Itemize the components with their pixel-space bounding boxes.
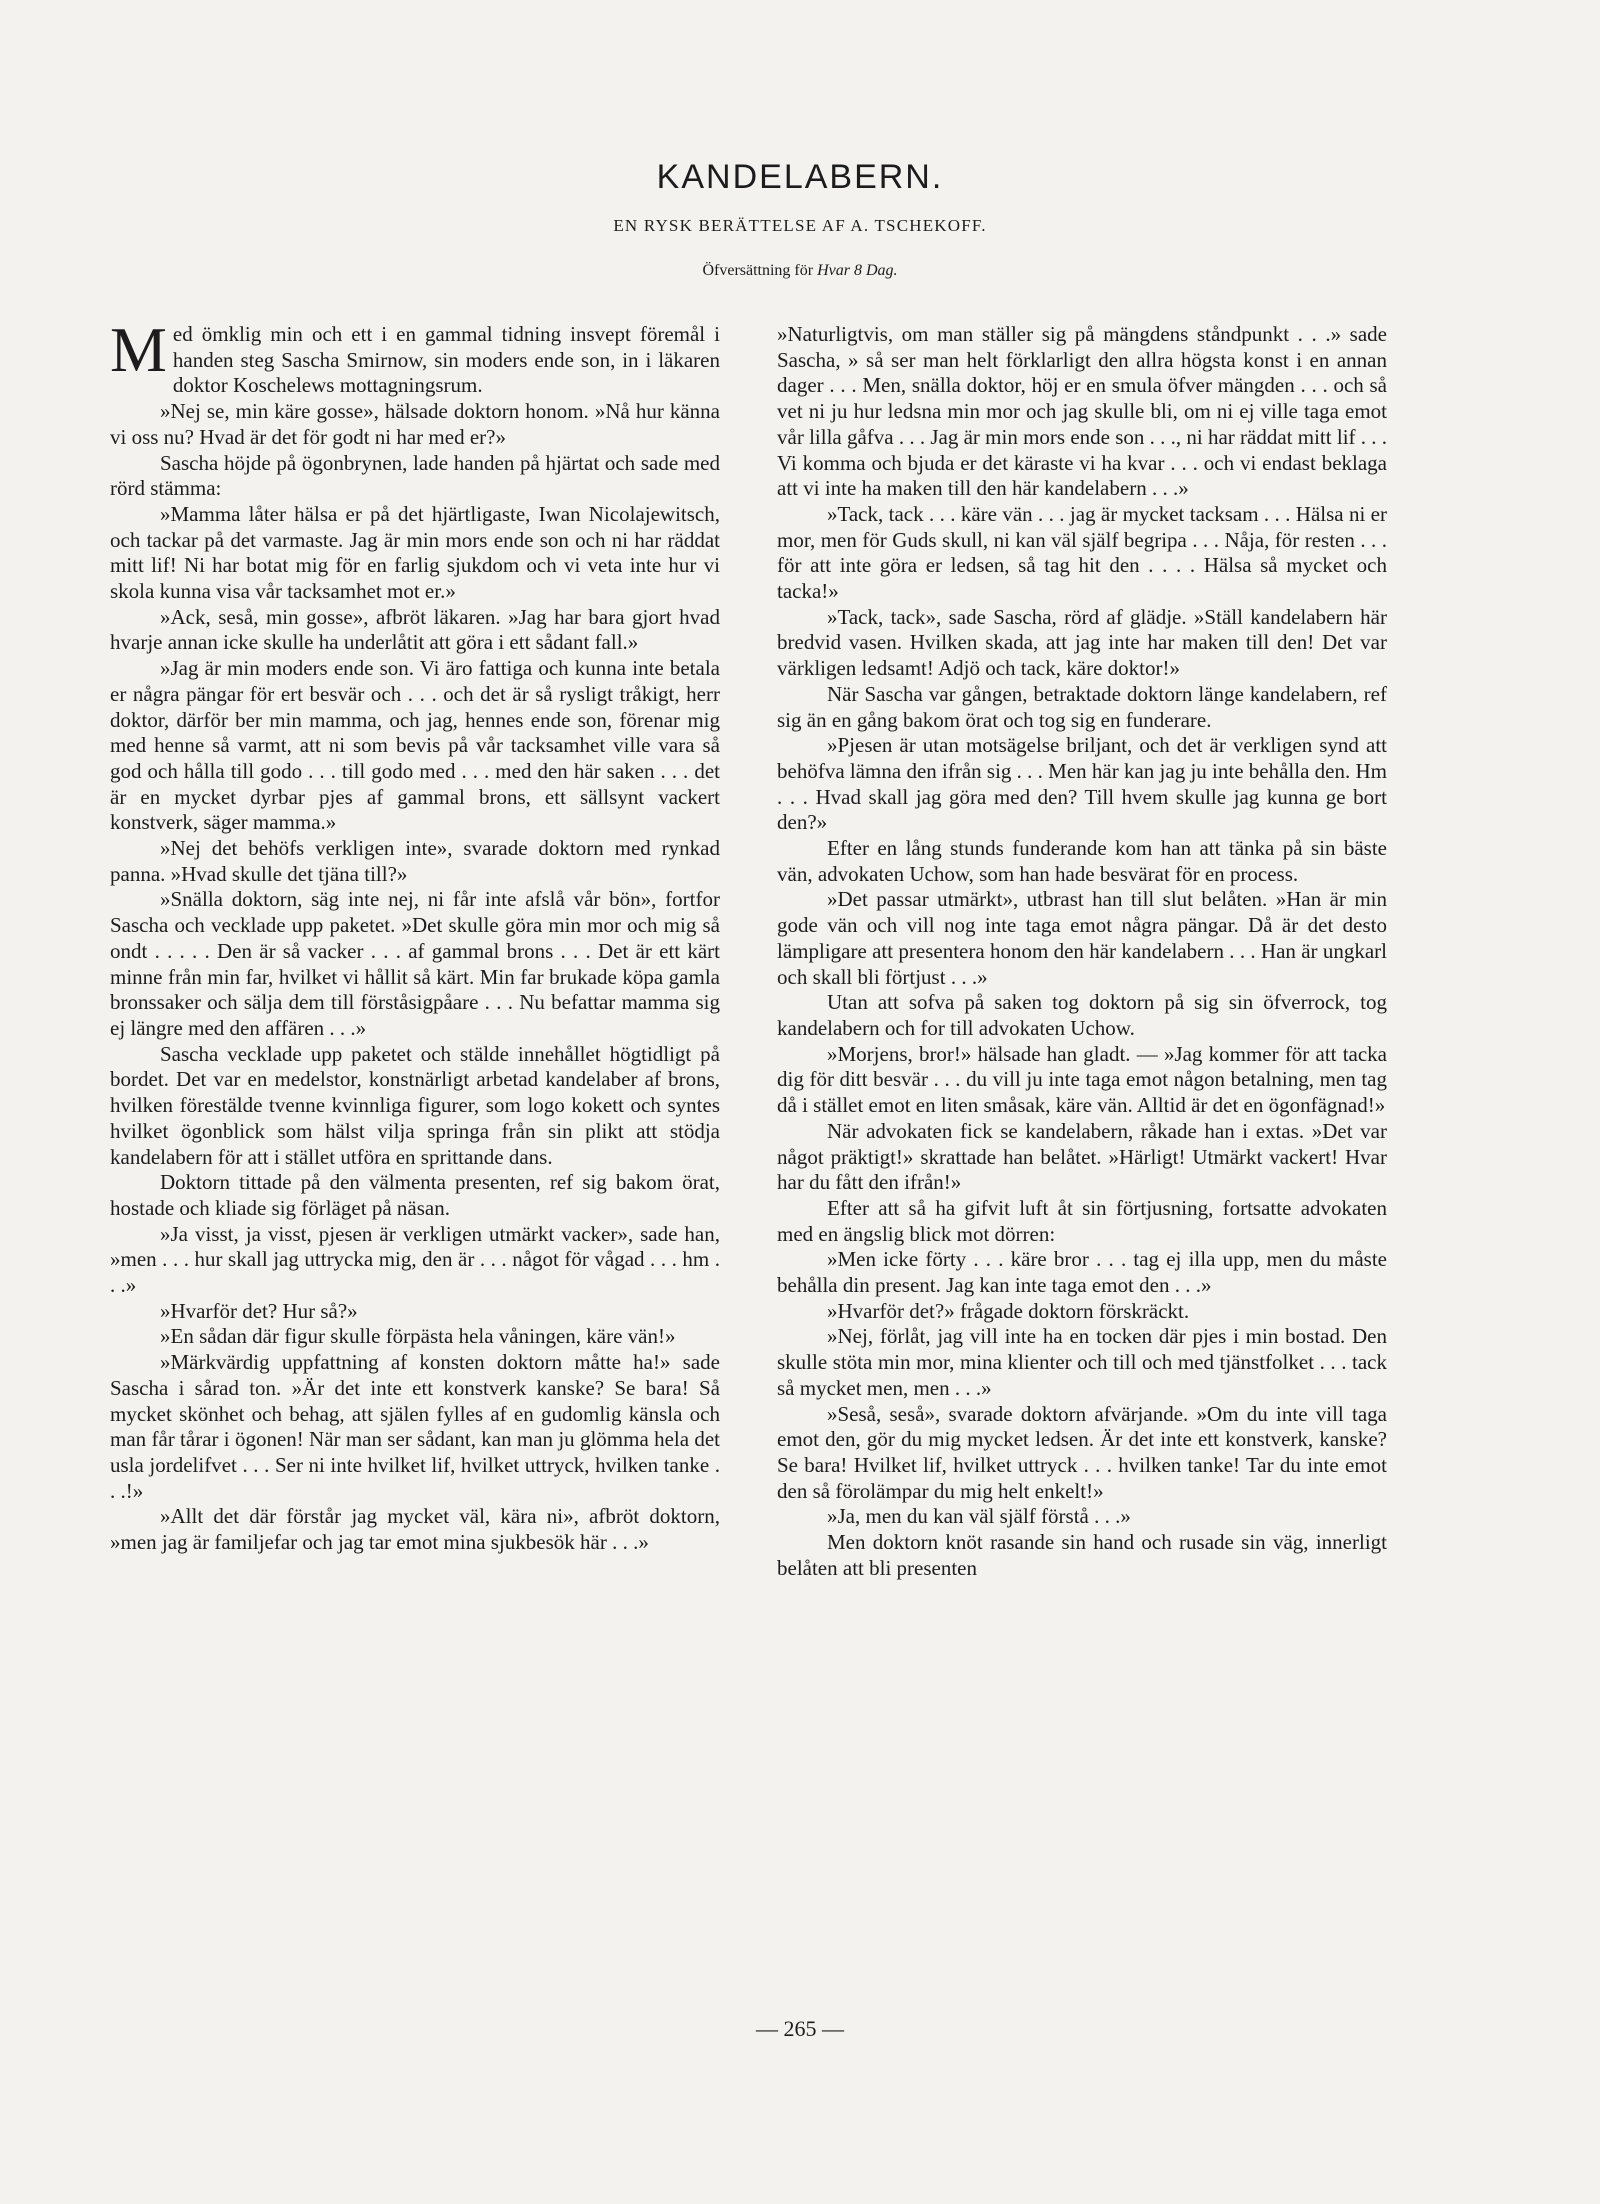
paragraph: »Märkvärdig uppfattning af konsten doktorn måtte ha!» sade Sascha i sårad ton. »Är det inte ett konstverk kanske? Se bara! Så mycket skönhet och behag, att själen fylles af en gudomlig känsla och man får tårar i ögonen! När man ser sådant, kan man ju glömma hela det usla jordelifvet . . . Ser ni inte hvilket lif, hvilket uttryck, hvilken tanke . . .!»: [110, 1350, 720, 1503]
paragraph: »Men icke förty . . . käre bror . . . tag ej illa upp, men du måste behålla din present. Jag kan inte taga emot den . . .»: [777, 1247, 1387, 1298]
translation-prefix: Öfversättning för: [702, 262, 814, 279]
opening-text: ed ömklig min och ett i en gammal tidning insvept föremål i handen steg Sascha Smirnow, sin moders ende son, in i läkaren doktor Koschelews mottagningsrum.: [172, 322, 720, 398]
opening-paragraph: [110, 314, 720, 399]
page-number: — 265 —: [756, 2016, 844, 2041]
paragraph: Sascha vecklade upp paketet och stälde innehållet högtidligt på bordet. Det var en medelstor, konstnärligt arbetad kandelaber af brons, hvilken förestälde tvenne kvinnliga figurer, som logo kokett och syntes hvilket ögonblick som hälst vilja springa från sin plikt att stödja kandelabern för att i stället utföra en sprittande dans.: [110, 1041, 720, 1169]
paragraph: »Ja visst, ja visst, pjesen är verkligen utmärkt vacker», sade han, »men . . . hur skall jag uttrycka mig, den är . . . något för vågad . . . hm . . .»: [110, 1221, 720, 1298]
paragraph: »Snälla doktorn, säg inte nej, ni får inte afslå vår bön», fortfor Sascha och vecklade upp paketet. »Det skulle göra min mor och mig så ondt . . . . . Den är så vacker . . . af gammal brons . . . Det är ett kärt minne från min far, hvilket vi hållit så kärt. Min far brukade köpa gamla bronssaker och sälja dem till förståsigpåare . . . Nu befattar mamma sig ej längre med den affären . . .»: [110, 887, 720, 1040]
paragraph: När advokaten fick se kandelabern, råkade han i extas. »Det var något präktigt!» skrattade han belåtet. »Härligt! Utmärkt vackert! Hvar har du fått den ifrån!»: [777, 1118, 1387, 1195]
paragraph: »Ja, men du kan väl själf förstå . . .»: [827, 1504, 1131, 1529]
left-column: [110, 314, 720, 1556]
right-column: [777, 322, 1387, 1581]
paragraph: Men doktorn knöt rasande sin hand och rusade sin väg, innerligt belåten att bli presenten: [777, 1530, 1387, 1580]
article-title: KANDELABERN.: [656, 158, 944, 196]
paragraph: Efter en lång stunds funderande kom han att tänka på sin bäste vän, advokaten Uchow, som han hade besvärat för en process.: [777, 836, 1387, 886]
paragraph: När Sascha var gången, betraktade doktorn länge kandelabern, ref sig än en gång bakom örat och tog sig en funderare.: [777, 681, 1387, 732]
paragraph: »Nej det behöfs verkligen inte», svarade doktorn med rynkad panna. »Hvad skulle det tjäna till?»: [110, 836, 720, 886]
article-subtitle: EN RYSK BERÄTTELSE AF A. TSCHEKOFF.: [613, 216, 987, 235]
paragraph: »Hvarför det? Hur så?»: [160, 1298, 358, 1323]
paragraph: »En sådan där figur skulle förpästa hela våningen, käre vän!»: [160, 1324, 676, 1349]
paragraph: »Allt det där förstår jag mycket väl, kära ni», afbröt doktorn, »men jag är familjefar och jag tar emot mina sjukbesök här . . .»: [110, 1504, 720, 1555]
paragraph: »Mamma låter hälsa er på det hjärtligaste, Iwan Nicolajewitsch, och tackar på det varmaste. Jag är min mors ende son och ni har räddat mitt lif! Ni har botat mig för en farlig sjukdom och vi veta inte hur vi skola kunna visa vår tacksamhet mot er.»: [110, 501, 720, 604]
drop-cap: M: [110, 314, 167, 385]
paragraph: »Hvarför det?» frågade doktorn förskräckt.: [827, 1298, 1190, 1323]
paragraph: Sascha höjde på ögonbrynen, lade handen på hjärtat och sade med rörd stämma:: [110, 450, 720, 501]
paragraph: »Tack, tack . . . käre vän . . . jag är mycket tacksam . . . Hälsa ni er mor, men för Guds skull, ni kan väl själf begripa . . . Nåja, för resten . . . för att inte göra er ledsen, så tag hit den . . . . Hälsa så mycket och tacka!»: [777, 501, 1387, 604]
paragraph: »Jag är min moders ende son. Vi äro fattiga och kunna inte betala er några pängar för ert besvär och . . . och det är så rysligt tråkigt, herr doktor, därför ber min mamma, och jag, hennes ende son, förenar mig med henne så varmt, att ni som bevis på vår tacksamhet ville vara så god och hålla till godo . . . till godo med . . . med den här saken . . . det är en mycket dyrbar pjes af gammal brons, ett sällsynt vackert konstverk, säger mamma.»: [110, 656, 720, 835]
paragraph: Efter att så ha gifvit luft åt sin förtjusning, fortsatte advokaten med en ängslig blick mot dörren:: [777, 1195, 1387, 1246]
paragraph: »Seså, seså», svarade doktorn afvärjande. »Om du inte vill taga emot den, gör du mig mycket ledsen. Är det inte ett konstverk, kanske? Se bara! Hvilket lif, hvilket uttryck . . . hvilken tanke! Tar du inte emot den så förolämpar du mig helt enkelt!»: [777, 1401, 1387, 1503]
paragraph: Doktorn tittade på den välmenta presenten, ref sig bakom örat, hostade och kliade sig förläget på näsan.: [110, 1170, 720, 1220]
paragraph: »Nej, förlåt, jag vill inte ha en tocken där pjes i min bostad. Den skulle stöta min mor, mina klienter och till och med tjänstfolket . . . tack så mycket men, men . . .»: [777, 1324, 1387, 1400]
translation-credit: [0, 262, 1600, 280]
paragraph: »Det passar utmärkt», utbrast han till slut belåten. »Han är min gode vän och vill nog inte taga emot några pängar. Då är det desto lämpligare att presentera honom den här kandelabern . . . Han är ungkarl och skall bli förtjust . . .»: [777, 887, 1387, 989]
paragraph: »Nej se, min käre gosse», hälsade doktorn honom. »Nå hur känna vi oss nu? Hvad är det för godt ni har med er?»: [110, 399, 720, 449]
continued-paragraph: »Naturligtvis, om man ställer sig på mängdens ståndpunkt . . .» sade Sascha, » så ser man helt förklarligt den allra högsta konst i en annan dager . . . Men, snälla doktor, höj er en smula öfver mängden . . . och så vet ni ju hur ledsna min mor och jag skulle bli, om ni ej ville taga emot vår lilla gåfva . . . Jag är min mors ende son . . ., ni har räddat mitt lif . . . Vi komma och bjuda er det käraste vi ha kvar . . . och vi endast beklaga att vi inte ha maken till den här kandelabern . . .»: [777, 322, 1388, 501]
paragraph: »Morjens, bror!» hälsade han gladt. — »Jag kommer för att tacka dig för ditt besvär . . . du vill ju inte taga emot någon betalning, men tag då i stället emot en liten småsak, käre vän. Alltid är det en ögonfägnad!»: [777, 1041, 1387, 1118]
translation-source: Hvar 8 Dag.: [817, 262, 898, 279]
paragraph: »Pjesen är utan motsägelse briljant, och det är verkligen synd att behöfva lämna den ifrån sig . . . Men här kan jag ju inte behålla den. Hm . . . Hvad skall jag göra med den? Till hvem skulle jag kunna ge bort den?»: [777, 733, 1387, 835]
paragraph: »Tack, tack», sade Sascha, rörd af glädje. »Ställ kandelabern här bredvid vasen. Hvilken skada, att jag inte har maken till den! Det var värkligen ledsamt! Adjö och tack, käre doktor!»: [777, 604, 1387, 681]
paragraph: Utan att sofva på saken tog doktorn på sig sin öfverrock, tog kandelabern och for till advokaten Uchow.: [777, 990, 1387, 1040]
paragraph: »Ack, seså, min gosse», afbröt läkaren. »Jag har bara gjort hvad hvarje annan icke skulle ha underlåtit att göra i ett sådant fall.»: [110, 604, 720, 655]
